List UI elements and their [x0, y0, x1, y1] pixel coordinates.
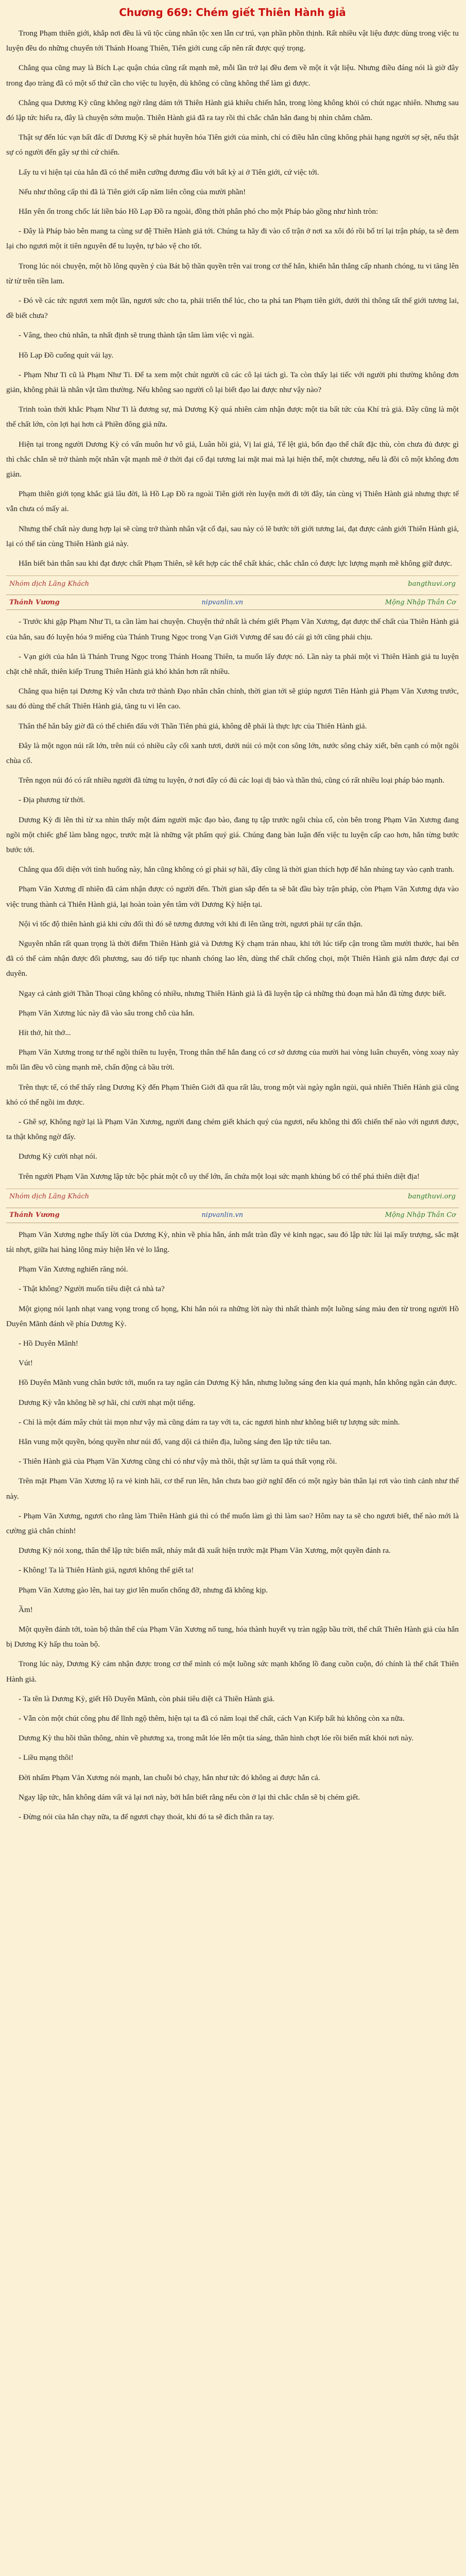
- header-author: Mộng Nhập Thần Cơ: [385, 598, 456, 606]
- page-header: [6, 595, 459, 610]
- header-series-title: Thánh Vương: [9, 598, 60, 606]
- paragraph: - Không! Ta là Thiên Hành giả, ngươi không thể giết ta!: [19, 1566, 194, 1575]
- content: [0, 6, 466, 1824]
- paragraph: - Ta tên là Dương Kỳ, giết Hồ Duyên Mãnh, còn phải tiêu diệt cả Thiên Hành giả.: [19, 1694, 275, 1703]
- paragraph: Trên mặt Phạm Văn Xương lộ ra vẻ kinh hãi, cơ thể run lên, hắn chưa bao giờ nghĩ đến có một ngày bản thân lại rơi vào tình cảnh như thế này.: [6, 1477, 459, 1501]
- paragraph: Nếu như thông cấp thì đã là Tiên giới cấp năm liên công của mười phần!: [19, 187, 246, 196]
- paragraph: Trong Phạm thiên giới, khắp nơi đều là vũ tộc cùng nhân tộc xen lẫn cư trú, vạn phần phồn thịnh. Rất nhiều vật liệu được dùng trong việc tu luyện đều do những chuyến tới Thánh Hoang Thiên, Tiên giới cung cấp nên rất được quý trọng.: [6, 29, 459, 53]
- paragraph: Thân thể hắn bây giờ đã có thể chiến đấu với Thần Tiên phủ giả, không dễ phải là thực lực của Thiên Hành giả.: [19, 721, 367, 731]
- paragraph: Một quyền đánh tới, toàn bộ thân thể của Phạm Văn Xương nổ tung, hóa thành huyết vụ tràn ngập bầu trời, thể chất Thiên Hành giả của hắn bị Dương Kỳ hấp thu toàn bộ.: [6, 1625, 459, 1649]
- header-author: Mộng Nhập Thần Cơ: [385, 1211, 456, 1219]
- paragraph: Hiện tại trong người Dương Kỳ có vấn muôn hư vô giả, Luân hồi giả, Vị lai giả, Tế lệt giả, bốn đạo thể chất đặc thù, còn chưa đủ được gì thì chắc chắn sẽ trở thành một nhân vật mạnh mẽ ở thời đại cổ đại tương lai mặt mai mà lại hiện thể, một chương, nếu là đồi cô một không đơn giản.: [6, 439, 459, 479]
- paragraph: Hít thở, hít thở...: [19, 1028, 71, 1037]
- paragraph: Phạm Văn Xương gào lên, hai tay giơ lên muốn chống đỡ, nhưng đã không kịp.: [19, 1585, 268, 1595]
- paragraph: Dương Kỳ nói xong, thân thể lập tức biến mất, nháy mắt đã xuất hiện trước mặt Phạm Văn Xương, một quyền đánh ra.: [19, 1546, 391, 1555]
- paragraph: Dương Kỳ vẫn không hề sợ hãi, chỉ cười nhạt một tiếng.: [19, 1398, 195, 1407]
- text-flow: [6, 26, 459, 1824]
- paragraph: - Trước khi gặp Phạm Như Ti, ta cần làm hai chuyện. Chuyện thứ nhất là chém giết Phạm Văn Xương, đạt được thể chất của Thiên Hành giả của hắn, sau đó luyện hóa 9 miếng của Thánh Trung Ngọc trong Vạn Giới Vương để sau đó cái gì tới cũng phải chịu.: [6, 617, 459, 641]
- paragraph: - Đây là Pháp bảo bên mang ta cùng sư đệ Thiên Hành giả tới. Chúng ta hãy đi vào cổ trận ở nơi xa xôi đó rồi bố trí lại trận pháp, ta sẽ đem lại cho ngươi một ít tiên nguyên để tu luyện, tự bảo vệ cho tốt.: [6, 227, 459, 251]
- paragraph: - Phạm Văn Xương, ngươi cho rằng làm Thiên Hành giả thì có thể muốn làm gì thì làm sao? Hôm nay ta sẽ cho ngươi biết, thế nào mới là cường giả chân chính!: [6, 1511, 459, 1536]
- paragraph: Trong lúc này, Dương Kỳ cảm nhận được trong cơ thể mình có một luồng sức mạnh khổng lồ đang cuồn cuộn, đó chính là thể chất Thiên Hành giả.: [6, 1659, 459, 1684]
- paragraph: - Địa phương từ thời.: [19, 795, 85, 805]
- page-footer: [6, 1189, 459, 1205]
- paragraph: Một giọng nói lạnh nhạt vang vọng trong cổ họng, Khi hắn nói ra những lời này thì nhất thành một luồng sáng màu đen từ trong người Hồ Duyên Mãnh đánh về phía Dương Kỳ.: [6, 1304, 459, 1328]
- paragraph: - Hồ Duyên Mãnh!: [19, 1339, 78, 1348]
- paragraph: Ngay lập tức, hắn không dám vất vả lại nơi này, bởi hắn biết rằng nếu còn ở lại thì chắc chắn sẽ bị chém giết.: [19, 1792, 360, 1802]
- paragraph: Hắn biết bản thân sau khi đạt được chất Phạm Thiên, sẽ kết hợp các thể chất khác, chắc chắn có được lực lượng mạnh mẽ không giữ được.: [19, 559, 453, 568]
- header-site-link[interactable]: nipvanlin.vn: [201, 1211, 244, 1219]
- paragraph: Thật sự đến lúc vạn bất đắc dĩ Dương Kỳ sẽ phát huyền hóa Tiên giới của mình, chỉ có điều hắn cũng không phải hạng người sợ sệt, nếu thật sự có người đến gây sự thì cứ chiến.: [6, 133, 459, 157]
- paragraph: Chẳng qua đối diện với tình huống này, hắn cũng không có gì phải sợ hãi, đây cũng là thời gian thích hợp để hắn nhúng tay vào cạnh tranh.: [19, 865, 455, 874]
- footer-group-name: Nhóm dịch Lãng Khách: [9, 1193, 89, 1201]
- paragraph: Trên ngọn núi đó có rất nhiều người đã từng tu luyện, ở nơi đây có đủ các loại dị bảo và thần thú, cũng có rất nhiều loại pháp bảo mạnh.: [19, 776, 445, 785]
- footer-site-link[interactable]: bangthuvi.org: [408, 580, 456, 588]
- paragraph: - Vâng, theo chủ nhân, ta nhất định sẽ trung thành tận tâm làm việc vì ngài.: [19, 331, 254, 340]
- chapter-title: Chương 669: Chém giết Thiên Hành giả: [119, 6, 346, 19]
- footer-group-name: Nhóm dịch Lãng Khách: [9, 580, 89, 588]
- paragraph: Dương Kỳ thu hồi thần thông, nhìn về phương xa, trong mắt lóe lên một tia sáng, thân hình chợt lóe rồi biến mất khỏi nơi này.: [19, 1734, 414, 1743]
- paragraph: Chẳng qua Dương Kỳ cũng không ngờ rằng dám tới Thiên Hành giả khiêu chiến hắn, trong lòng không khỏi có chút ngạc nhiên. Nhưng sau đó lập tức hiểu ra, đây là chuyện sớm muộn. Thiên Hành giả đã ra tay rồi thì chắc chắn hắn đang bị nhìn chằm chằm.: [6, 98, 459, 123]
- paragraph: Phạm Văn Xương nghe thấy lời của Dương Kỳ, nhìn về phía hắn, ánh mắt tràn đầy vẻ kinh ngạc, sau đó lập tức lùi lại mấy trượng, sắc mặt tái nhợt, giữa hai hàng lông mày hiện lên vẻ lo lắng.: [6, 1230, 459, 1254]
- paragraph: - Ghê sợ, Không ngờ lại là Phạm Văn Xương, người đang chém giết khách quý của ngươi, nếu không thì đối chiến thế nào với ngươi được, ta thật không ngờ đấy.: [6, 1117, 459, 1142]
- paragraph: - Thiên Hành giả của Phạm Văn Xương cũng chỉ có như vậy mà thôi, thật sự làm ta quá thất vọng rồi.: [19, 1457, 337, 1466]
- header-series-title: Thánh Vương: [9, 1211, 60, 1219]
- paragraph: Đời nhấm Phạm Văn Xương nói mạnh, lan chuỗi bỏ chạy, hắn như tức đó không ai được hắn cả.: [19, 1773, 320, 1782]
- paragraph: Phạm Văn Xương lúc này đã vào sâu trong chỗ của hắn.: [19, 1008, 195, 1018]
- paragraph: Phạm thiên giới tọng khắc giả lâu đời, là Hồ Lạp Đồ ra ngoài Tiên giới rèn luyện mới đi tới đây, tán cùng vị Thiên Hành giả nhưng thực tế vẫn chưa có mấy ai.: [6, 489, 459, 514]
- paragraph: Hồ Lạp Đồ cuống quít vái lạy.: [19, 350, 114, 360]
- paragraph: Ầm!: [19, 1605, 33, 1614]
- paragraph: Chẳng qua cũng may là Bích Lạc quận chúa cũng rất mạnh mẽ, mỗi lần trở lại đều đem về một ít vật liệu. Nhưng điều đáng nói là giờ đây trong đạo tràng đã có một số thứ cần cho việc tu luyện, dù không có cũng không thể làm gì được.: [6, 63, 459, 88]
- paragraph: Lấy tu vi hiện tại của hắn đã có thể miễn cưỡng đương đầu với bất kỳ ai ở Tiên giới, cứ việc tới.: [19, 167, 319, 177]
- paragraph: Nguyên nhân rất quan trọng là thời điểm Thiên Hành giả và Dương Kỳ chạm trán nhau, khi tới lúc tiếp cận trong tầm mười thước, hai bên đã có thể cảm nhận được đối phương, sau đó tiếp tục nhanh chóng lao lên, dùng thể chất chống chọi, một Thiên Hành giả nắm được đại cơ duyên.: [6, 939, 459, 978]
- paragraph: - Thật không? Người muốn tiêu diệt cả nhà ta?: [19, 1284, 165, 1294]
- paragraph: Trên người Phạm Văn Xương lập tức bộc phát một cỗ uy thế lớn, ẩn chứa một loại sức mạnh khủng bố có thể phá thiên diệt địa!: [19, 1172, 420, 1181]
- paragraph: Vút!: [19, 1359, 33, 1368]
- paragraph: Ngay cả cảnh giới Thần Thoại cũng không có nhiều, nhưng Thiên Hành giả là đã luyện tập cả những thủ đoạn mà hắn đã từng được biết.: [19, 989, 446, 998]
- paragraph: Hồ Duyên Mãnh vung chân bước tới, muốn ra tay ngăn cản Dương Kỳ hắn, nhưng luồng sáng đen kia quá mạnh, hắn không ngăn cản được.: [19, 1378, 457, 1387]
- paragraph: - Vạn giới của hắn là Thánh Trung Ngọc trong Thánh Hoang Thiên, ta muốn lấy được nó. Lần này ta phải một vì Thiên Hành giả tu luyện chặt chẽ nhất, thiên kiếp Trung Thiên Hành giả khó khăn hơn rất nhiều.: [6, 652, 459, 676]
- page-header: [6, 1208, 459, 1223]
- paragraph: - Vẫn còn một chút công phu để lĩnh ngộ thêm, hiện tại ta đã có năm loại thể chất, cách Vạn Kiếp bất hủ không còn xa nữa.: [19, 1714, 405, 1723]
- paragraph: Trinh toàn thời khắc Phạm Như Ti là đương sự, mà Dương Kỳ quá nhiên cảm nhận được một tia bất tức của Khí trà giả. Đây cũng là một thế chất lớn, còn lợi hại hơn cả Phiền đông giả nữa.: [6, 405, 459, 429]
- paragraph: Phạm Văn Xương trong tư thế ngồi thiền tu luyện, Trong thân thể hắn đang có cơ sở dương của mười hai vòng luân chuyển, vòng xoay này mỗi lần đều vô cùng mạnh mẽ, chấn động cả bầu trời.: [6, 1048, 459, 1072]
- paragraph: - Đừng nói của hắn chạy nữa, ta để ngươi chạy thoát, khi đó ta sẽ đích thân ra tay.: [19, 1812, 274, 1822]
- paragraph: Chẳng qua hiện tại Dương Kỳ vẫn chưa trở thành Đạo nhân chân chính, thời gian tới sẽ giúp ngươi Tiên Hành giả Phạm Văn Xương trước, sau đó dùng thể chất Thiên Hành giả, tăng tu vi lên cao.: [6, 687, 459, 711]
- header-site-link[interactable]: nipvanlin.vn: [201, 598, 244, 606]
- paragraph: Nhưng thế chất này dung hợp lại sẽ cùng trở thành nhân vật cổ đại, sau này có lẽ bước tới giới tương lai, đạt được cảnh giới Thiên Hành giả, lại có thể tán cùng Thiên Hành giả này.: [6, 524, 459, 548]
- paragraph: Trên thực tế, có thể thấy rằng Dương Kỳ đến Phạm Thiên Giới đã qua rất lâu, trong một vài ngày ngắn ngủi, quả nhiên Thiên Hành giả cũng khó có thể ngồi im được.: [6, 1082, 459, 1107]
- paragraph: Trong lúc nói chuyện, một hồ lông quyền ý của Bát bộ thần quyền trên vai trong cơ thể hắn, khiến hắn thắng cấp nhanh chóng, tu vi tăng lên từ từ trên tiền lam.: [6, 261, 459, 285]
- paragraph: - Phạm Như Ti cũ là Phạm Như Ti. Để ta xem một chút người cũ các cô lại tách gì. Ta còn thấy lại tiếc với người phi thường không đơn giản, không phải là nhân vật tầm thường. Nếu không sao người cô lại biết đạo lai được như vậy nào?: [6, 370, 459, 395]
- paragraph: Hắn yên ổn trong chốc lát liền báo Hồ Lạp Đồ ra ngoài, đồng thời phân phó cho một Pháp bảo gồng như hình tròn:: [19, 207, 378, 216]
- paragraph: Dương Kỳ đi lên thì từ xa nhìn thấy một đám người mặc đạo bào, đang tụ tập trước ngôi chùa cổ, còn bên trong Phạm Văn Xương đang ngồi một chiếc ghế làm bằng ngọc, trước mặt là những vật phẩm quý giá. Chúng đang bàn luận đến việc tu luyện cấp cao hơn, hắn từng bước bước tới.: [6, 815, 459, 854]
- paragraph: Dương Kỳ cười nhạt nói.: [19, 1152, 97, 1161]
- paragraph: - Chỉ là một đám mây chút tài mọn như vậy mà cũng dám ra tay với ta, các ngươi hình như không biết tự lượng sức mình.: [19, 1417, 400, 1427]
- paragraph: - Liều mạng thôi!: [19, 1753, 74, 1762]
- footer-site-link[interactable]: bangthuvi.org: [408, 1193, 456, 1201]
- paragraph: Nội vì tốc độ thiên hành giả khi cứu đối thì đó sẽ tương đương với khi đi lên tầng trời, ngươi phải tự cẩn thận.: [19, 919, 363, 928]
- paragraph: Phạm Văn Xương nghiến răng nói.: [19, 1265, 128, 1274]
- paragraph: Phạm Văn Xương dĩ nhiên đã cảm nhận được có người đến. Thời gian sắp đến ta sẽ bắt đầu bày trận pháp, còn Phạm Văn Xương dựa vào việc trung thành cả Thiên Hành giả, lại hoàn toàn yên tâm với Dương Kỳ hiện tại.: [6, 885, 459, 909]
- page-footer: [6, 575, 459, 591]
- paragraph: Đây là một ngọn núi rất lớn, trên núi có nhiều cây cối xanh tươi, dưới núi có một con sông lớn, nước sông chảy xiết, bên cạnh có một ngôi chùa cổ.: [6, 741, 459, 765]
- paragraph: Hắn vung một quyền, bóng quyền như núi đổ, vang dội cả thiên địa, luồng sáng đen lập tức tiêu tan.: [19, 1437, 332, 1447]
- paragraph: - Đó về các tức ngươi xem một lần, ngươi sức cho ta, phải triển thể lúc, cho ta phá tan Phạm tiên giới, dưới thì thông tất thế giới tương lai, đề biết chưa?: [6, 296, 459, 320]
